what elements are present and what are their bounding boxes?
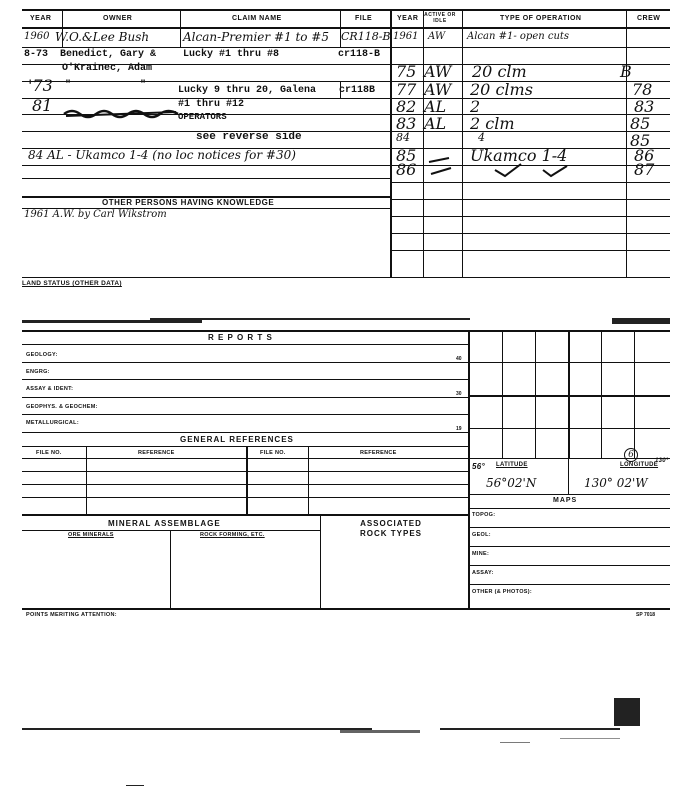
lon-label: LONGITUDE [620,462,659,468]
maps-mine: MINE: [472,551,490,557]
claim-row5-year: 81 [32,96,53,115]
claim-row1-year: 1960 [24,31,50,42]
op-row8-crew: 87 [634,160,655,179]
claim-row3-owner: O'Krainec, Adam [62,63,153,74]
lat-value: 56°02'N [486,476,537,490]
claim-row2-file: cr118-B [338,49,381,60]
op-row4-type: 2 [470,97,481,116]
claim-row4-name: Lucky 9 thru 20, Galena [178,85,317,96]
report-engrg: ENGRG: [26,369,50,375]
circled-number: 6 [624,448,638,462]
header-type-of-operation: TYPE OF OPERATION [500,15,582,22]
op-row3-type: 20 clms [470,80,533,99]
knowledge-entry: 1961 A.W. by Carl Wikstrom [24,209,167,220]
land-status-label: LAND STATUS (OTHER DATA) [22,280,122,287]
claim-row4-owner-a: " [65,80,72,91]
claim-row2-year: 8-73 [24,49,49,60]
claim-row5-name: #1 thru #12 [178,99,245,110]
op-row3-status: AW [424,80,452,99]
report-geology: GEOLOGY: [26,352,58,358]
ore-minerals-label: ORE MINERALS [68,532,114,538]
op-row6-type: 4 [478,131,485,144]
op-row6-year: 84 [396,131,410,144]
header-year-2: YEAR [397,15,419,22]
knowledge-title: OTHER PERSONS HAVING KNOWLEDGE [102,198,275,207]
op-row8-year: 86 [396,160,417,179]
op-row2-type: 20 clm [472,62,527,81]
report-assay-num: 30 [456,391,462,397]
header-active-idle: ACTIVE OR IDLE [424,12,456,24]
op-row7-type: Ukamco 1-4 [470,146,568,165]
report-metallurgical: METALLURGICAL: [26,420,79,426]
report-geology-num: 40 [456,356,462,362]
report-metallurgical-num: 19 [456,426,462,432]
header-file: FILE [355,15,373,22]
report-assay: ASSAY & IDENT: [26,386,74,392]
header-claim-name: CLAIM NAME [232,15,282,22]
form-code: SP 7018 [636,612,656,618]
reports-title: R E P O R T S [208,333,273,342]
header-crew: CREW [637,15,661,22]
report-geophys: GEOPHYS. & GEOCHEM: [26,404,98,410]
gr-col-reference-1: REFERENCE [138,450,175,456]
claim-row2-name: Lucky #1 thru #8 [183,49,280,60]
op-row5-year: 83 [396,114,417,133]
op-row2-year: 75 [396,62,417,81]
points-meriting-attention: POINTS MERITING ATTENTION: [26,612,117,618]
associated-rock-types: ASSOCIATED ROCK TYPES [359,519,422,538]
op-row5-crew: 85 [630,114,651,133]
op-row6-crew: 85 [630,131,651,150]
claim-row4-year: '73 [28,76,53,95]
header-year: YEAR [30,15,52,22]
ditto-marks [425,148,625,178]
scribble-mark [62,106,182,120]
op-row4-year: 82 [396,97,417,116]
rock-forming-label: ROCK FORMING, ETC. [200,532,265,538]
claim-row4-file: cr118B [339,85,376,96]
maps-title: MAPS [553,497,578,504]
claim-row2-owner: Benedict, Gary & [60,49,157,60]
op-row5-status: AL [424,114,447,133]
op-row2-status: AW [424,62,452,81]
maps-topog: TOPOG: [472,512,496,518]
header-owner: OWNER [103,15,133,22]
gr-col-file-no-2: FILE NO. [260,450,286,456]
op-row3-crew: 78 [632,80,653,99]
claim-row1-owner: W.O.&Lee Bush [55,30,150,44]
op-row4-status: AL [424,97,447,116]
lat-prefix: 56° [472,462,485,471]
lat-label: LATITUDE [496,462,528,468]
operators-label: OPERATORS [178,112,227,122]
claim-row1-name: Alcan-Premier #1 to #5 [183,30,329,44]
see-reverse-side: see reverse side [196,131,302,143]
op-row4-crew: 83 [634,97,655,116]
op-row2-crew: B [620,62,632,81]
lon-value: 130° 02'W [584,476,648,490]
gr-col-reference-2: REFERENCE [360,450,397,456]
op-row5-type: 2 clm [470,114,515,133]
op-row1-year: 1961 [393,31,419,42]
op-row1-type: Alcan #1- open cuts [467,31,570,42]
lon-suffix: 130° [655,458,669,464]
op-row7-crew: 86 [634,146,655,165]
op-row7-year: 85 [396,146,417,165]
claim-row1-file: CR118-B [341,30,391,43]
maps-other: OTHER (& PHOTOS): [472,589,532,595]
gr-col-file-no-1: FILE NO. [36,450,62,456]
op-row3-year: 77 [396,80,417,99]
maps-geol: GEOL: [472,532,491,538]
general-references-title: GENERAL REFERENCES [180,435,294,444]
maps-assay: ASSAY: [472,570,494,576]
mineral-assemblage-title: MINERAL ASSEMBLAGE [108,519,221,528]
claim-row4-owner-b: " [140,80,147,91]
op-row1-status: AW [428,31,446,42]
claim-row6: 84 AL - Ukamco 1-4 (no loc notices for #30) [28,148,296,162]
